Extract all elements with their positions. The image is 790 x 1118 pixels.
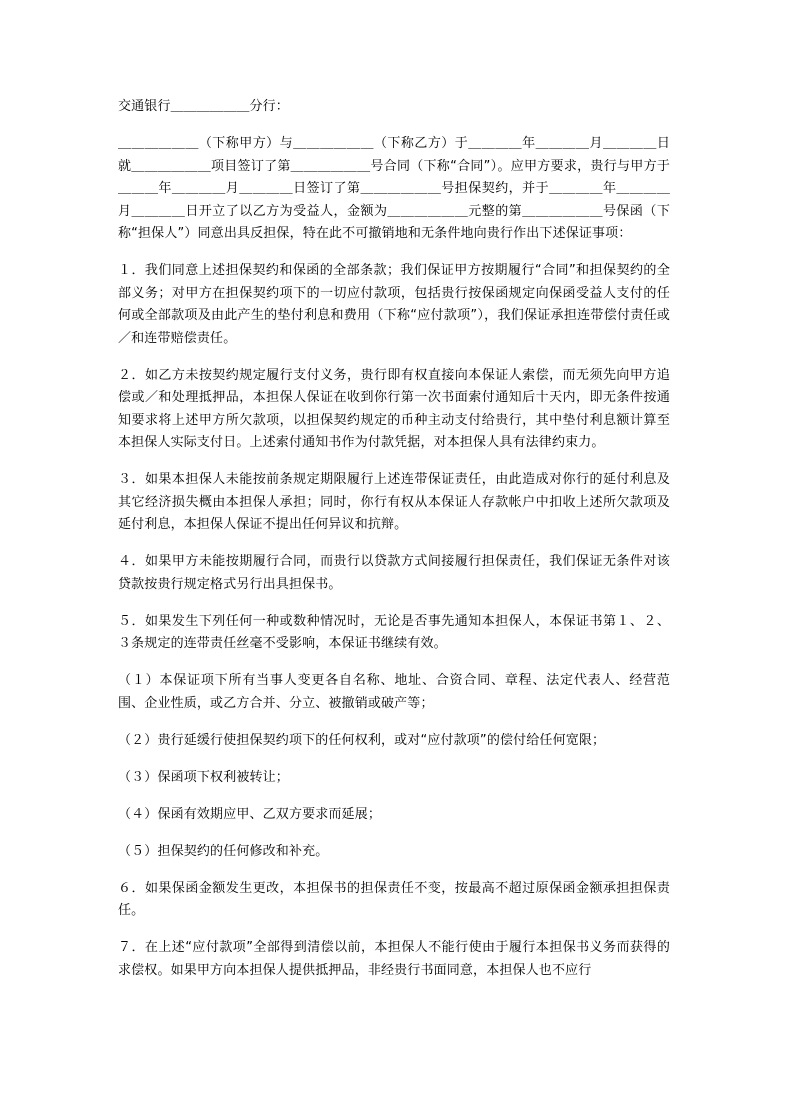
clause-2: ２．如乙方未按契约规定履行支付义务，贵行即有权直接向本保证人索偿，而无须先向甲方追偿或／和处理抵押品，本担保人保证在收到你行第一次书面索付通知后十天内，即无条件按通知要求将上述甲方所欠款项，以担保契约规定的币种主动支付给贵行，其中垫付利息额计算至本担保人实际支付日。上述索付通知书作为付款凭据，对本担保人具有法律约束力。 <box>118 367 670 450</box>
clause-1: １．我们同意上述担保契约和保函的全部条款；我们保证甲方按期履行“合同”和担保契约的全部义务；对甲方在担保契约项下的一切应付款项，包括贵行按保函规定向保函受益人支付的任何或全部款项及由此产生的垫付利息和费用（下称“应付款项”），我们保证承担连带偿付责任或／和连带赔偿责任。 <box>118 263 670 346</box>
clause-5-item-1: （１）本保证项下所有当事人变更各自名称、地址、合资合同、章程、法定代表人、经营范围、企业性质，或乙方合并、分立、被撤销或破产等； <box>118 673 670 711</box>
clause-5-item-5: （５）担保契约的任何修改和补充。 <box>118 843 329 859</box>
clause-7: ７．在上述“应付款项”全部得到清偿以前，本担保人不能行使由于履行本担保书义务而获得的求偿权。如果甲方向本担保人提供抵押品，非经贵行书面同意，本担保人也不应行 <box>118 940 670 978</box>
clause-5-item-3: （３）保函项下权利被转让； <box>118 769 289 785</box>
clause-4: ４．如果甲方未能按期履行合同，而贵行以贷款方式间接履行担保责任，我们保证无条件对该贷款按贵行规定格式另行出具担保书。 <box>118 554 670 592</box>
intro-paragraph: ＿＿＿＿＿＿（下称甲方）与＿＿＿＿＿＿（下称乙方）于＿＿＿＿年＿＿＿＿月＿＿＿＿日就＿＿＿＿＿＿项目签订了第＿＿＿＿＿＿号合同（下称“合同”）。应甲方要求，贵行与甲方于＿＿＿年＿＿＿＿月＿＿＿＿日签订了第＿＿＿＿＿＿号担保契约，并于＿＿＿＿年＿＿＿＿月＿＿＿＿日开立了以乙方为受益人，金额为＿＿＿＿＿＿元整的第＿＿＿＿＿＿号保函（下称“担保人”）同意出具反担保，特在此不可撤销地和无条件地向贵行作出下述保证事项： <box>118 136 670 241</box>
document-page <box>118 96 670 997</box>
clause-5-item-2: （２）贵行延缓行使担保契约项下的任何权利，或对“应付款项”的偿付给任何宽限； <box>118 732 606 748</box>
clause-3: ３．如果本担保人未能按前条规定期限履行上述连带保证责任，由此造成对你行的延付利息及其它经济损失概由本担保人承担；同时，你行有权从本保证人存款帐户中扣收上述所欠款项及延付利息，本担保人保证不提出任何异议和抗辩。 <box>118 472 670 532</box>
clause-5-item-4: （４）保函有效期应甲、乙双方要求而延展； <box>118 806 382 822</box>
clause-6: ６．如果保函金额发生更改，本担保书的担保责任不变，按最高不超过原保函金额承担担保责任。 <box>118 880 670 918</box>
clause-5: ５．如果发生下列任何一种或数种情况时，无论是否事先通知本担保人，本保证书第１、２、３条规定的连带责任丝毫不受影响，本保证书继续有效。 <box>118 613 670 651</box>
salutation: 交通银行＿＿＿＿＿＿分行： <box>118 99 289 114</box>
